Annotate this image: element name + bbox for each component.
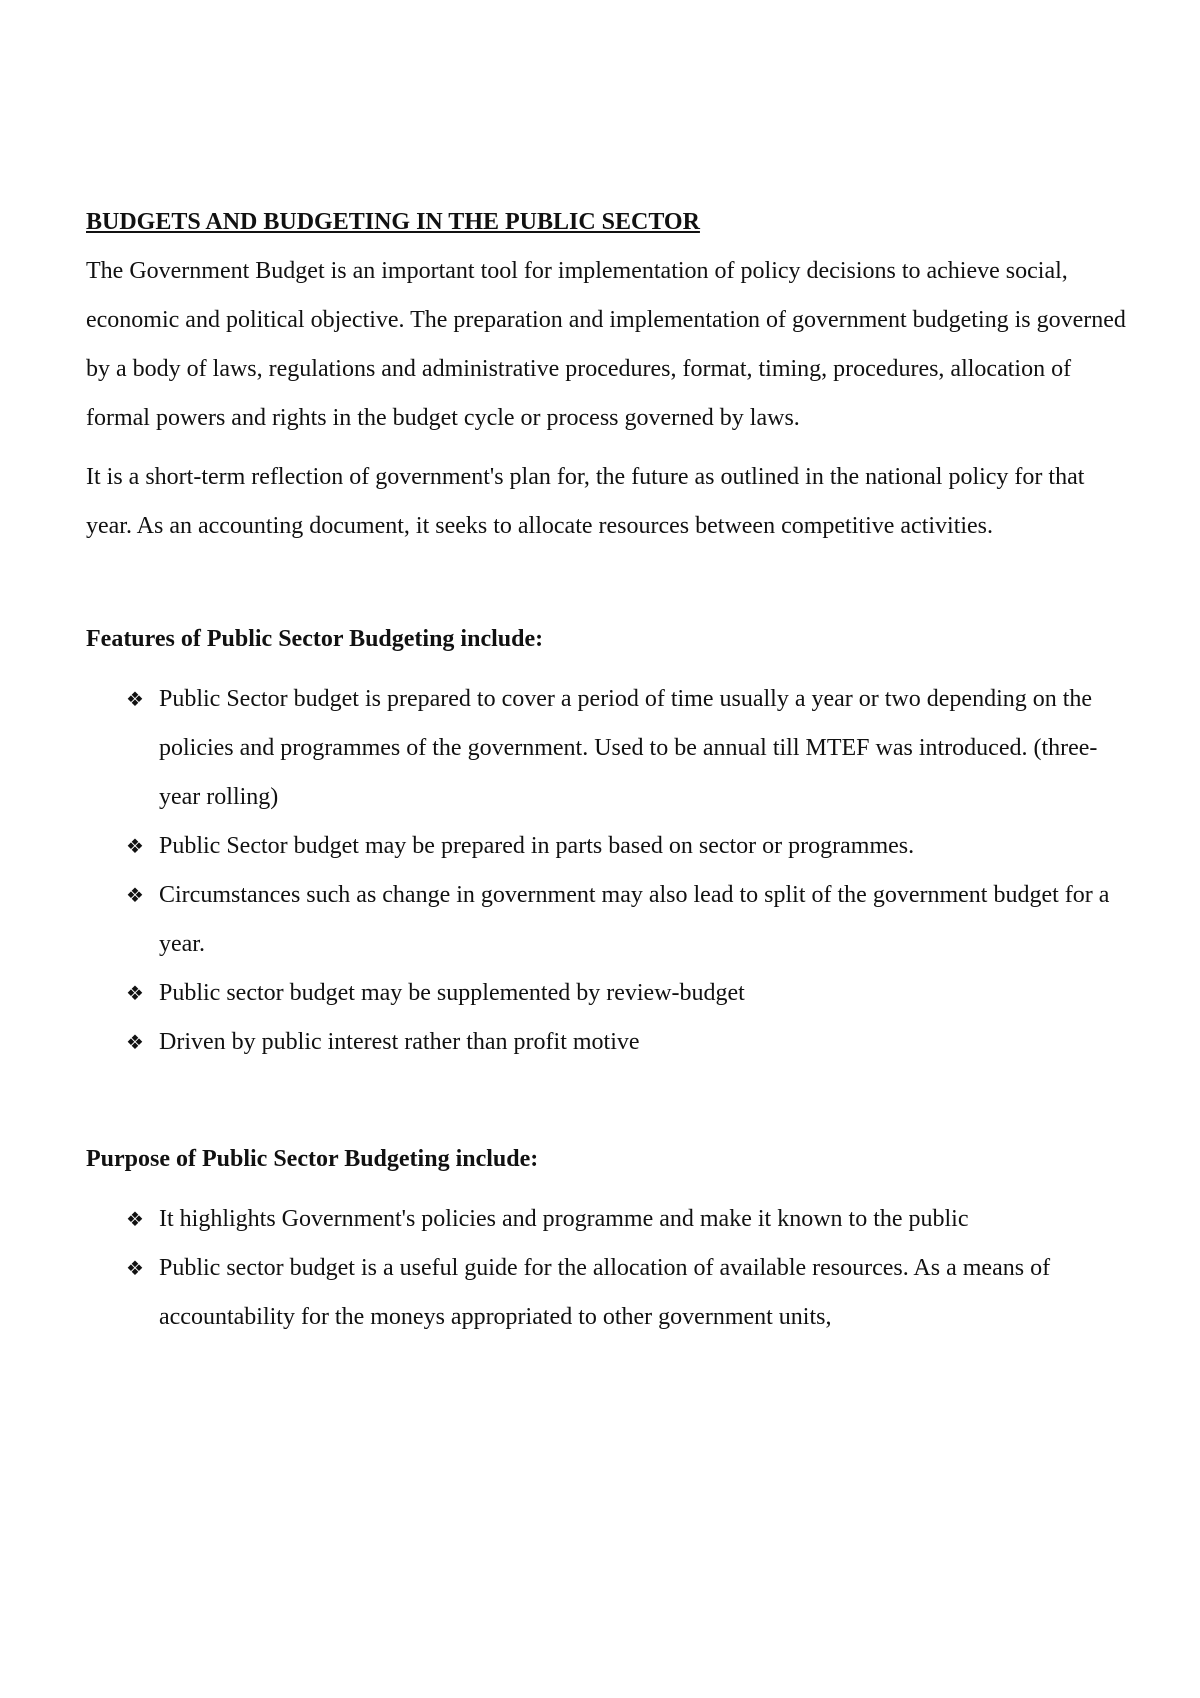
list-item-text: It highlights Government's policies and programme and make it known to the public xyxy=(159,1206,969,1232)
document-page xyxy=(86,208,1136,1342)
four-diamond-bullet-icon: ❖ xyxy=(126,1030,144,1054)
list-item xyxy=(86,675,1136,822)
purpose-heading: Purpose of Public Sector Budgeting include: xyxy=(86,1146,539,1172)
list-item-text: Public sector budget may be supplemented by review-budget xyxy=(159,980,745,1006)
list-item xyxy=(86,822,1136,871)
features-heading: Features of Public Sector Budgeting include: xyxy=(86,626,544,652)
features-list xyxy=(86,675,1136,1067)
document-title: BUDGETS AND BUDGETING IN THE PUBLIC SECTOR xyxy=(86,209,700,235)
four-diamond-bullet-icon: ❖ xyxy=(126,883,144,907)
purpose-list xyxy=(86,1195,1136,1342)
list-item-text: Public Sector budget may be prepared in parts based on sector or programmes. xyxy=(159,833,915,859)
list-item xyxy=(86,1195,1136,1244)
section-spacer xyxy=(86,1067,1136,1135)
four-diamond-bullet-icon: ❖ xyxy=(126,981,144,1005)
four-diamond-bullet-icon: ❖ xyxy=(126,834,144,858)
intro-paragraph-1: The Government Budget is an important tool for implementation of policy decisions to achieve social, economic and political objective. The preparation and implementation of government budgeting is governed by a body of laws, regulations and administrative procedures, format, timing, procedures, allocation of formal powers and rights in the budget cycle or process governed by laws. xyxy=(86,258,1126,431)
four-diamond-bullet-icon: ❖ xyxy=(126,687,144,711)
list-item-text: Public sector budget is a useful guide for the allocation of available resources. As a means of accountability for the moneys appropriated to other government units, xyxy=(159,1255,1051,1330)
list-item-text: Circumstances such as change in government may also lead to split of the government budget for a year. xyxy=(159,882,1110,957)
list-item-text: Driven by public interest rather than profit motive xyxy=(159,1029,640,1055)
section-spacer xyxy=(86,561,1136,615)
list-item xyxy=(86,1018,1136,1067)
list-item xyxy=(86,1244,1136,1342)
four-diamond-bullet-icon: ❖ xyxy=(126,1207,144,1231)
list-item-text: Public Sector budget is prepared to cover a period of time usually a year or two depending on the policies and programmes of the government. Used to be annual till MTEF was introduced. (three-year rolling) xyxy=(159,686,1098,810)
four-diamond-bullet-icon: ❖ xyxy=(126,1256,144,1280)
list-item xyxy=(86,969,1136,1018)
list-item xyxy=(86,871,1136,969)
intro-paragraph-2: It is a short-term reflection of government's plan for, the future as outlined in the national policy for that year. As an accounting document, it seeks to allocate resources between competitive activities. xyxy=(86,464,1085,539)
